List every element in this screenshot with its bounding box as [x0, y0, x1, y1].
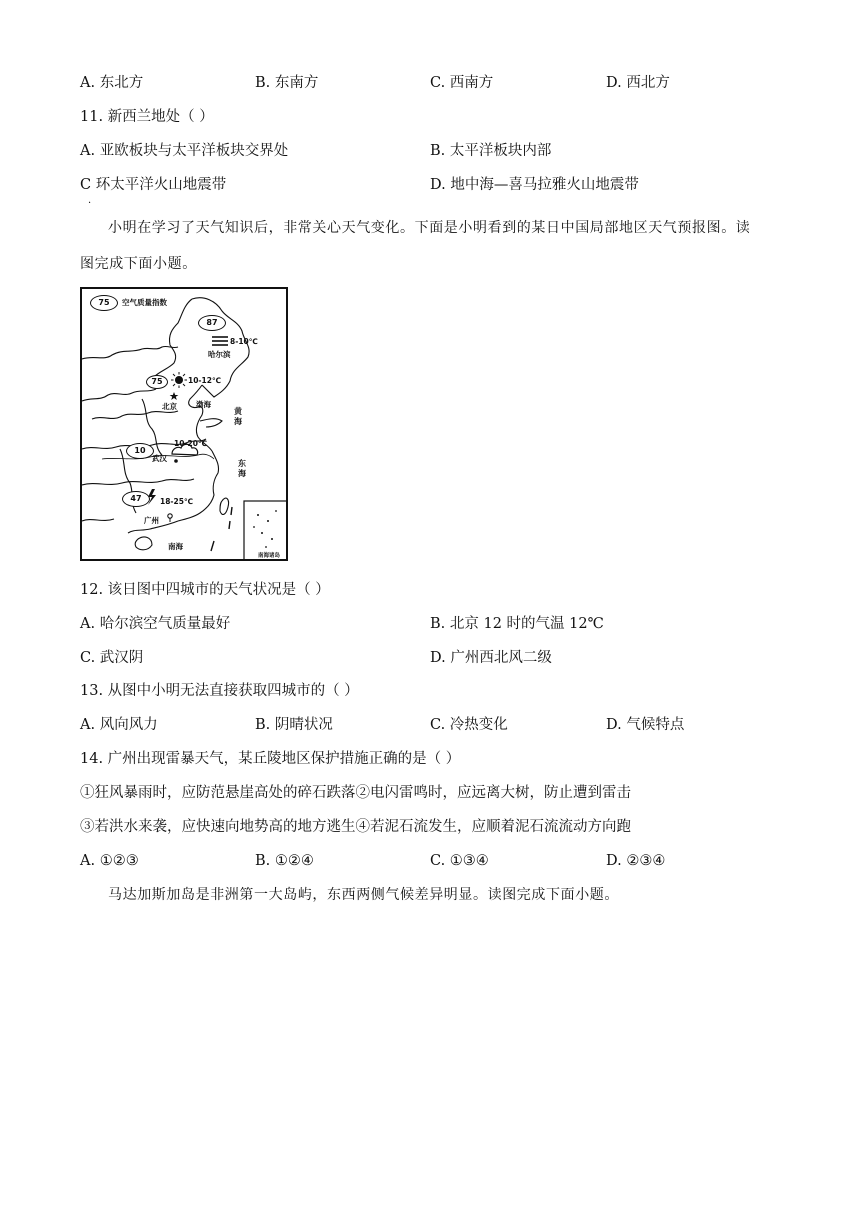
beijing-aqi: 75	[146, 375, 168, 389]
guangzhou-name: 广州	[144, 516, 159, 525]
q14-statement-line1: ①狂风暴雨时，应防范悬崖高处的碎石跌落②电闪雷鸣时，应远离大树，防止遭到雷击	[80, 785, 631, 801]
q13-option-b: B. 阴晴状况	[255, 717, 333, 733]
q13-option-a: A. 风向风力	[80, 717, 158, 733]
harbin-name: 哈尔滨	[208, 350, 231, 359]
beijing-name: 北京	[162, 402, 177, 411]
q10-option-d: D. 西北方	[606, 75, 670, 91]
guangzhou-temp: 18-25℃	[160, 497, 194, 506]
q12-option-c: C. 武汉阴	[80, 650, 144, 666]
intro2-text: 马达加斯加岛是非洲第一大岛屿，东西两侧气候差异明显。读图完成下面小题。	[108, 887, 619, 903]
q11-option-b: B. 太平洋板块内部	[430, 143, 552, 159]
intro1-line2: 图完成下面小题。	[80, 256, 197, 272]
inset-label: 南海诸岛	[258, 553, 281, 559]
q14-option-a: A. ①②③	[80, 853, 139, 869]
q14-option-b: B. ①②④	[255, 853, 314, 869]
south-sea-label: 南海	[168, 542, 183, 551]
q12-option-d: D. 广州西北风二级	[430, 650, 552, 666]
east-sea-label: 东海	[238, 459, 246, 478]
q11-stem: 11. 新西兰地处（ ）	[80, 109, 214, 125]
q13-option-d: D. 气候特点	[606, 717, 685, 733]
stray-dot: ·	[88, 198, 92, 209]
q10-option-c: C. 西南方	[430, 75, 494, 91]
q13-stem: 13. 从图中小明无法直接获取四城市的（ ）	[80, 683, 359, 699]
legend-label: 空气质量指数	[122, 298, 167, 307]
beijing-temp: 10-12℃	[188, 376, 222, 385]
weather-map	[80, 287, 288, 561]
q11-option-a: A. 亚欧板块与太平洋板块交界处	[80, 143, 289, 159]
q14-option-d: D. ②③④	[606, 853, 666, 869]
q12-option-a: A. 哈尔滨空气质量最好	[80, 616, 231, 632]
q14-statement-line2: ③若洪水来袭，应快速向地势高的地方逃生④若泥石流发生，应顺着泥石流流动方向跑	[80, 819, 631, 835]
legend-aqi-symbol: 75	[90, 295, 118, 311]
q13-option-c: C. 冷热变化	[430, 717, 508, 733]
q14-option-c: C. ①③④	[430, 853, 489, 869]
q12-stem: 12. 该日图中四城市的天气状况是（ ）	[80, 582, 330, 598]
wuhan-temp: 10-20℃	[174, 439, 208, 448]
harbin-aqi: 87	[198, 315, 226, 331]
bohai-label: 渤海	[196, 400, 211, 409]
intro1-line1: 小明在学习了天气知识后，非常关心天气变化。下面是小明看到的某日中国局部地区天气预报图。读	[108, 220, 751, 236]
q11-option-c: C 环太平洋火山地震带	[80, 177, 227, 193]
map-outline	[82, 289, 288, 561]
q11-option-d: D. 地中海—喜马拉雅火山地震带	[430, 177, 639, 193]
wuhan-name: 武汉	[152, 454, 167, 463]
harbin-temp: 8-10℃	[230, 337, 258, 346]
wuhan-aqi: 10	[126, 443, 154, 459]
q10-option-a: A. 东北方	[80, 75, 144, 91]
q10-option-b: B. 东南方	[255, 75, 319, 91]
q14-stem: 14. 广州出现雷暴天气，某丘陵地区保护措施正确的是（ ）	[80, 751, 461, 767]
yellow-sea-label: 黄海	[234, 407, 242, 426]
q12-option-b: B. 北京 12 时的气温 12℃	[430, 616, 604, 632]
guangzhou-aqi: 47	[122, 491, 150, 507]
